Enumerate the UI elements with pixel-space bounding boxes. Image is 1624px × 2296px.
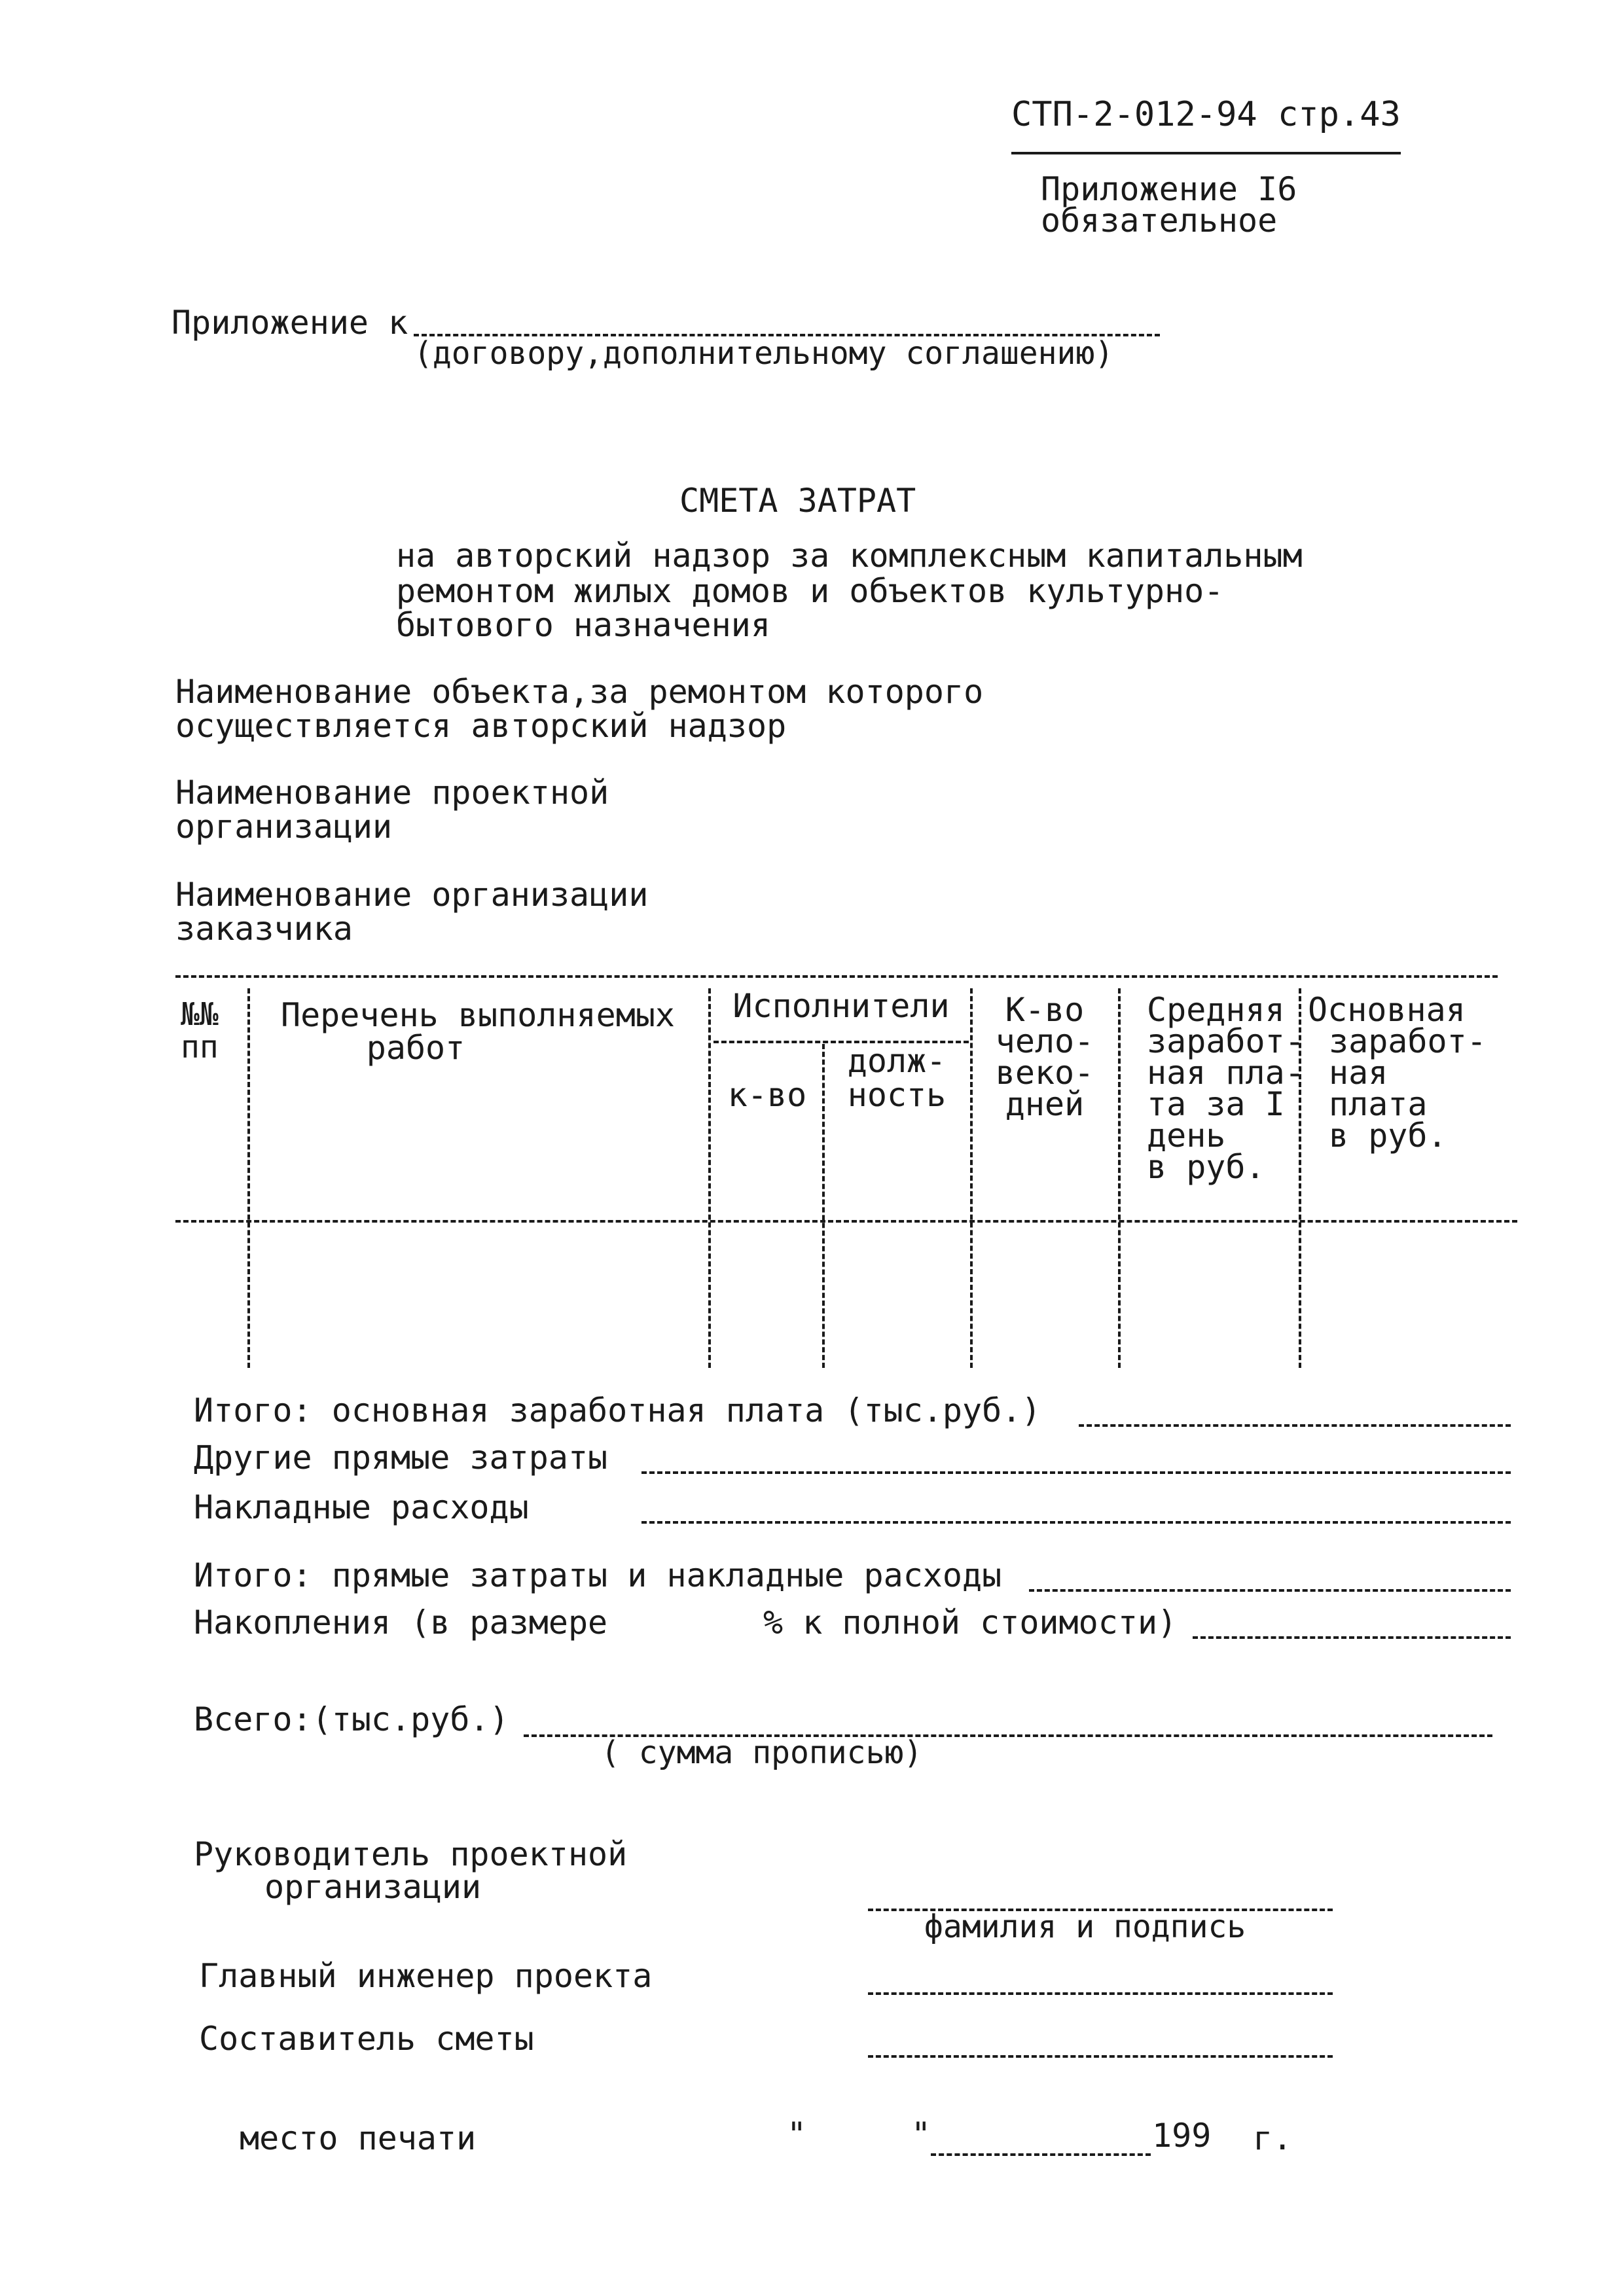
date-quote-close: " xyxy=(911,2115,931,2153)
overhead-blank xyxy=(641,1521,1511,1524)
customer-org-label-line-1: Наименование организации xyxy=(175,876,649,914)
total-base-wage-label: Итого: основная заработная плата (тыс.руб.) xyxy=(194,1391,1041,1429)
head-of-org-label-1: Руководитель проектной xyxy=(194,1835,628,1873)
column-divider xyxy=(970,988,973,1368)
sign-caption: фамилия и подпись xyxy=(924,1909,1246,1945)
title-subline-2: ремонтом жилых домов и объектов культурно- xyxy=(396,572,1224,610)
estimator-sign-line xyxy=(868,2055,1333,2058)
object-name-label-line-1: Наименование объекта,за ремонтом которого xyxy=(175,673,984,711)
col-works-header-1: Перечень выполняемых xyxy=(280,996,676,1034)
column-divider xyxy=(822,1044,825,1368)
chief-engineer-sign-line xyxy=(868,1992,1333,1995)
col-base-wage-header-2: заработ- xyxy=(1329,1022,1487,1060)
col-avg-wage-header-5: день xyxy=(1147,1117,1226,1155)
title-subline-1: на авторский надзор за комплексным капитальным xyxy=(396,537,1303,575)
column-divider xyxy=(1118,988,1121,1368)
col-works-header-2: работ xyxy=(366,1029,465,1067)
col-avg-wage-header-2: заработ- xyxy=(1147,1022,1305,1060)
title-subline-3: бытового назначения xyxy=(396,606,770,644)
column-divider xyxy=(247,988,250,1368)
date-quote-open: " xyxy=(787,2115,807,2153)
direct-and-overhead-label: Итого: прямые затраты и накладные расходы xyxy=(194,1556,1002,1594)
col-base-wage-header-5: в руб. xyxy=(1329,1117,1447,1155)
other-direct-costs-blank xyxy=(641,1471,1511,1474)
col-avg-wage-header-3: ная пла- xyxy=(1147,1054,1305,1092)
total-base-wage-blank xyxy=(1079,1424,1511,1427)
head-of-org-label-2: организации xyxy=(264,1868,482,1906)
object-name-label-line-2: осуществляется авторский надзор xyxy=(175,707,787,745)
col-mandays-header-2: чело- xyxy=(995,1022,1094,1060)
seal-place-label: место печати xyxy=(240,2119,477,2157)
col-avg-wage-header-1: Средняя xyxy=(1147,991,1285,1029)
reference-underline xyxy=(1011,152,1401,154)
savings-blank xyxy=(1193,1636,1511,1639)
col-executors-header: Исполнители xyxy=(732,987,950,1025)
document-title: СМЕТА ЗАТРАТ xyxy=(679,482,916,520)
table-header-bottom-border xyxy=(175,1220,1517,1223)
date-year: 199 xyxy=(1152,2117,1212,2155)
customer-org-label-line-2: заказчика xyxy=(175,910,353,948)
col-base-wage-header-4: плата xyxy=(1329,1085,1428,1123)
col-executors-position-header-1: долж- xyxy=(847,1042,947,1080)
col-mandays-header-1: К-во xyxy=(1005,991,1085,1029)
col-base-wage-header-3: ная xyxy=(1329,1054,1388,1092)
column-divider xyxy=(708,988,711,1368)
appendix-status: обязательное xyxy=(1041,202,1278,240)
chief-engineer-label: Главный инженер проекта xyxy=(199,1957,653,1995)
col-base-wage-header-1: Основная xyxy=(1308,991,1466,1029)
table-top-border xyxy=(175,975,1498,978)
col-avg-wage-header-6: в руб. xyxy=(1147,1148,1265,1186)
grand-total-label: Всего:(тыс.руб.) xyxy=(194,1700,509,1738)
col-mandays-header-3: веко- xyxy=(995,1054,1094,1092)
col-number-header-2: пп xyxy=(181,1029,219,1066)
date-blank xyxy=(931,2153,1151,2156)
col-executors-position-header-2: ность xyxy=(847,1076,947,1114)
direct-and-overhead-blank xyxy=(1029,1589,1511,1592)
attachment-caption: (договору,дополнительному соглашению) xyxy=(414,335,1114,372)
savings-label-prefix: Накопления (в размере xyxy=(194,1604,608,1641)
design-org-label-line-1: Наименование проектной xyxy=(175,774,609,812)
date-year-suffix: г. xyxy=(1253,2119,1293,2157)
col-executors-qty-header: к-во xyxy=(727,1076,807,1114)
other-direct-costs-label: Другие прямые затраты xyxy=(194,1439,608,1477)
savings-label-suffix: % к полной стоимости) xyxy=(763,1604,1178,1641)
design-org-label-line-2: организации xyxy=(175,808,393,846)
document-reference: СТП-2-012-94 стр.43 xyxy=(1011,95,1401,134)
col-mandays-header-4: дней xyxy=(1005,1085,1085,1123)
estimator-label: Составитель сметы xyxy=(199,2020,534,2058)
grand-total-caption: ( сумма прописью) xyxy=(601,1734,923,1771)
overhead-label: Накладные расходы xyxy=(194,1488,529,1526)
appendix-number: Приложение I6 xyxy=(1041,170,1297,208)
col-avg-wage-header-4: та за I xyxy=(1147,1085,1285,1123)
col-number-header-1: №№ xyxy=(181,996,219,1033)
attachment-label: Приложение к xyxy=(171,304,408,342)
